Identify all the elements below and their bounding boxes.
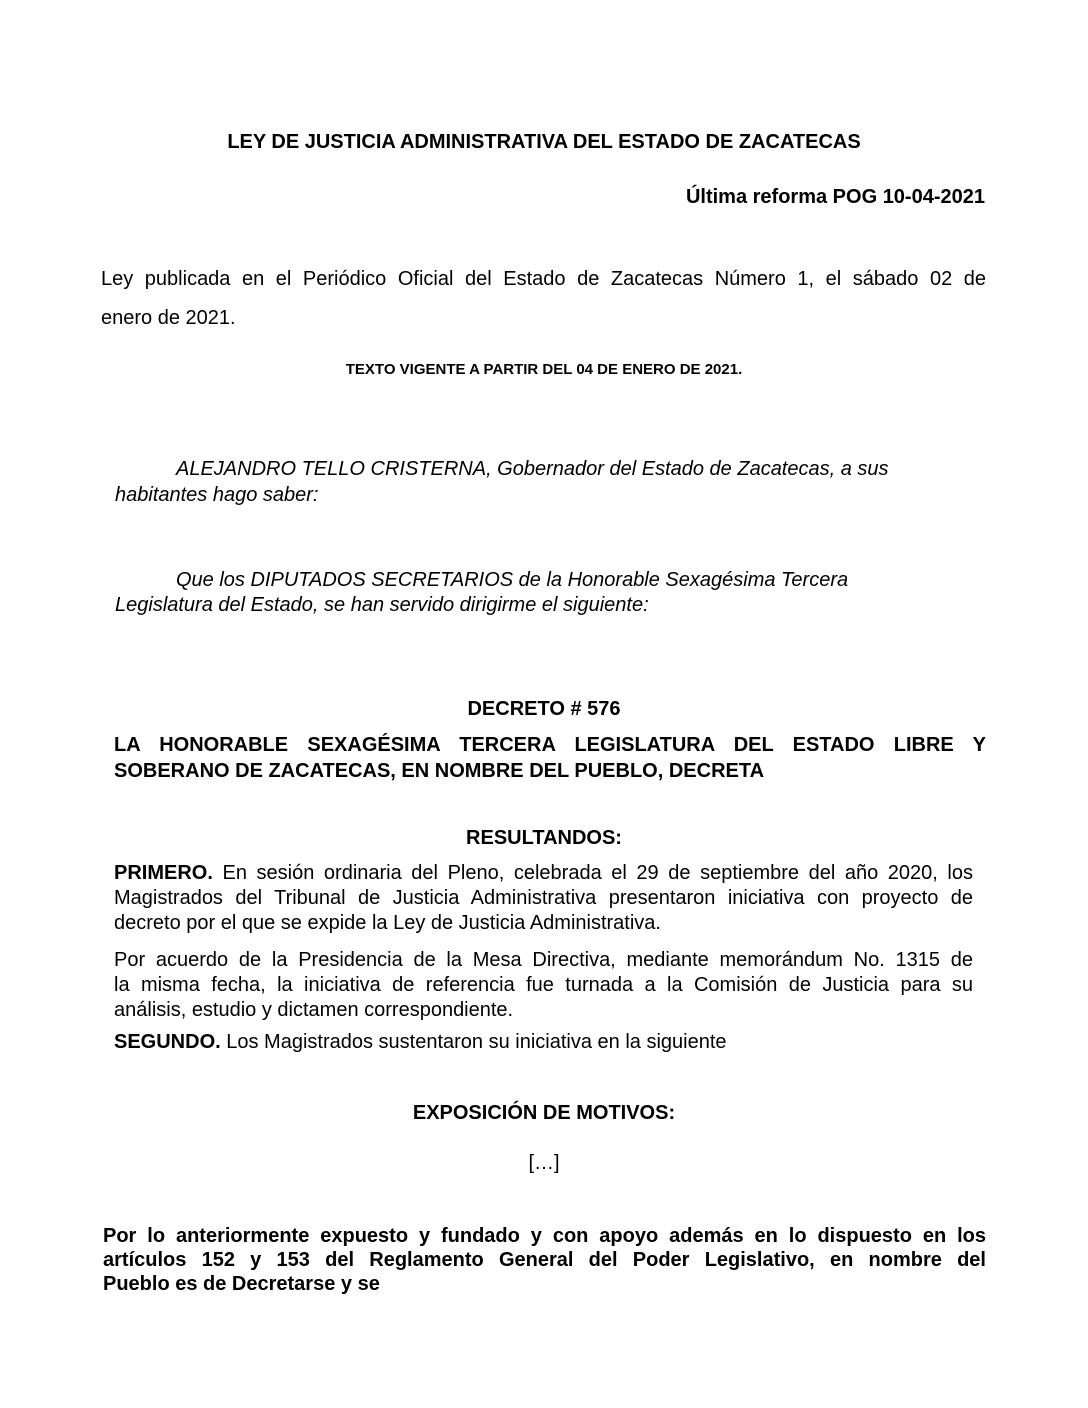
segundo-text: Los Magistrados sustentaron su iniciativa en la siguiente xyxy=(220,1031,727,1053)
acuerdo-line: Por acuerdo de la Presidencia de la Mesa Directiva, mediante memorándum No. 1315 de xyxy=(114,949,973,971)
ellipsis: […] xyxy=(528,1152,560,1174)
closing-line: Por lo anteriormente expuesto y fundado y con apoyo además en lo dispuesto en los xyxy=(103,1225,986,1247)
closing-line: artículos 152 y 153 del Reglamento General del Poder Legislativo, en nombre del xyxy=(103,1249,986,1271)
publication-line: Ley publicada en el Periódico Oficial del Estado de Zacatecas Número 1, el sábado 02 de xyxy=(101,268,986,290)
primero-line xyxy=(114,861,973,885)
closing-line: Pueblo es de Decretarse y se xyxy=(103,1273,380,1295)
primero-text: En sesión ordinaria del Pleno, celebrada el 29 de septiembre del año 2020, los xyxy=(212,862,973,884)
segundo-label: SEGUNDO. xyxy=(114,1031,221,1053)
governor-line: ALEJANDRO TELLO CRISTERNA, Gobernador del Estado de Zacatecas, a sus xyxy=(176,458,889,480)
resultandos-heading: RESULTANDOS: xyxy=(466,827,622,849)
segundo-line xyxy=(114,1030,727,1054)
primero-label: PRIMERO. xyxy=(114,862,213,884)
deputies-line: Legislatura del Estado, se han servido dirigirme el siguiente: xyxy=(115,594,649,616)
law-title: LEY DE JUSTICIA ADMINISTRATIVA DEL ESTADO DE ZACATECAS xyxy=(227,131,861,153)
decree-number: DECRETO # 576 xyxy=(467,698,621,720)
acuerdo-line: análisis, estudio y dictamen correspondiente. xyxy=(114,999,514,1021)
last-reform: Última reforma POG 10-04-2021 xyxy=(685,186,985,208)
in-force-text: TEXTO VIGENTE A PARTIR DEL 04 DE ENERO DE 2021. xyxy=(345,361,743,378)
deputies-line: Que los DIPUTADOS SECRETARIOS de la Honorable Sexagésima Tercera xyxy=(176,569,849,591)
decree-heading-line: SOBERANO DE ZACATECAS, EN NOMBRE DEL PUEBLO, DECRETA xyxy=(114,760,765,782)
primero-line: decreto por el que se expide la Ley de Justicia Administrativa. xyxy=(114,912,661,934)
publication-line: enero de 2021. xyxy=(101,307,236,329)
acuerdo-line: la misma fecha, la iniciativa de referencia fue turnada a la Comisión de Justicia para su xyxy=(114,974,973,996)
primero-line: Magistrados del Tribunal de Justicia Administrativa presentaron iniciativa con proyecto de xyxy=(114,887,973,909)
decree-heading-line: LA HONORABLE SEXAGÉSIMA TERCERA LEGISLATURA DEL ESTADO LIBRE Y xyxy=(114,734,986,756)
exposicion-heading: EXPOSICIÓN DE MOTIVOS: xyxy=(412,1102,676,1124)
governor-line: habitantes hago saber: xyxy=(115,484,319,506)
